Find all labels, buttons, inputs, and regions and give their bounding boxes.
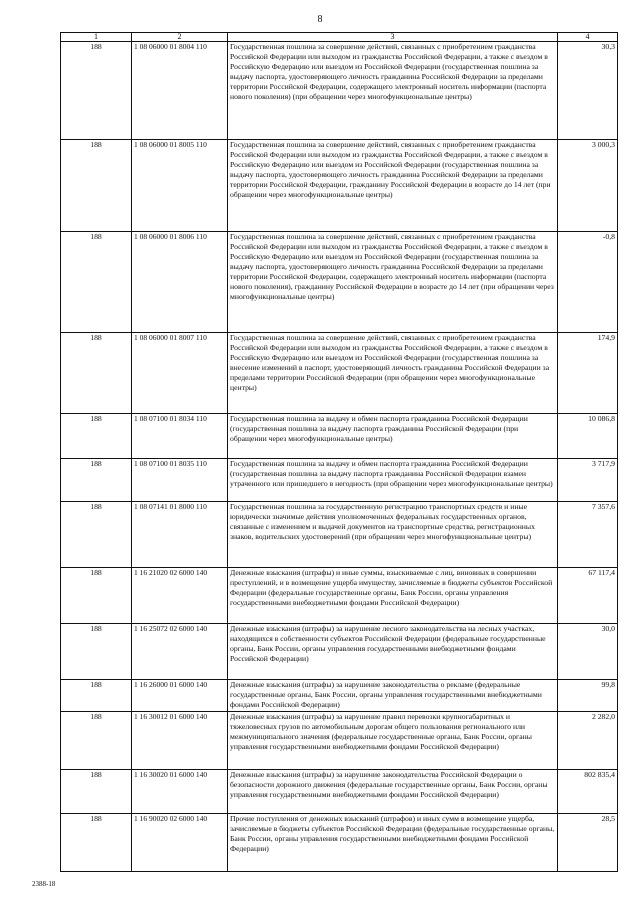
- table-row: [61, 770, 618, 814]
- admin-code: 188: [61, 680, 132, 712]
- budget-code: 1 16 30020 01 6000 140: [132, 770, 228, 814]
- table-row: [61, 502, 618, 568]
- income-name: Денежные взыскания (штрафы) и иные суммы, взыскиваемые с лиц, виновных в совершении преступлений, и в возмещение ущерба имуществу, зачисляемые в бюджеты субъектов Российской Федерации (федеральные государственные органы, Банк России, органы управления государственными внебюджетными фондами Российской Федерации): [228, 568, 558, 624]
- budget-code: 1 08 07141 01 8000 110: [132, 502, 228, 568]
- admin-code: 188: [61, 414, 132, 459]
- income-name: Государственная пошлина за совершение действий, связанных с приобретением гражданства Российской Федерации или выходом из гражданства Российской Федерации, а также с въездом в Российскую Федерацию или выездом из Российской Федерации (государственная пошлина за выдачу паспорта, удостоверяющего личность гражданина Российской Федерации за пределами территории Российской Федерации, содержащего электронный носитель информации (паспорта нового поколения), гражданину Российской Федерации в возрасте до 14 лет (при обращении через многофункциональные центры): [228, 232, 558, 333]
- income-name: Государственная пошлина за совершение действий, связанных с приобретением гражданства Российской Федерации или выходом из гражданства Российской Федерации, а также с въездом в Российскую Федерацию или выездом из Российской Федерации (государственная пошлина за выдачу паспорта, удостоверяющего личность гражданина Российской Федерации за пределами территории Российской Федерации, гражданину Российской Федерации в возрасте до 14 лет (при обращении через многофункциональные центры): [228, 140, 558, 232]
- admin-code: 188: [61, 712, 132, 770]
- amount: 10 086,8: [558, 414, 618, 459]
- amount: 67 117,4: [558, 568, 618, 624]
- header-col-3: 3: [228, 33, 558, 42]
- income-name: Денежные взыскания (штрафы) за нарушение законодательства о рекламе (федеральные государственные органы, Банк России, органы управления государственными внебюджетными фондами Российской Федерации): [228, 680, 558, 712]
- budget-code: 1 16 26000 01 6000 140: [132, 680, 228, 712]
- budget-code: 1 08 06000 01 8007 110: [132, 333, 228, 414]
- budget-code: 1 16 25072 02 6000 140: [132, 624, 228, 680]
- budget-code: 1 16 90020 02 6000 140: [132, 814, 228, 872]
- admin-code: 188: [61, 568, 132, 624]
- amount: 2 282,0: [558, 712, 618, 770]
- income-name: Денежные взыскания (штрафы) за нарушение правил перевозки крупногабаритных и тяжеловесных грузов по автомобильным дорогам общего пользования регионального или межмуниципального значения (федеральные государственные органы, Банк России, органы управления государственными внебюджетными фондами Российской Федерации): [228, 712, 558, 770]
- amount: 30,3: [558, 42, 618, 140]
- table-row: [61, 680, 618, 712]
- amount: -0,8: [558, 232, 618, 333]
- budget-code: 1 08 06000 01 8004 110: [132, 42, 228, 140]
- income-name: Государственная пошлина за выдачу и обмен паспорта гражданина Российской Федерации (государственная пошлина за выдачу паспорта гражданина Российской Федерации взамен утраченного или пришедшего в негодность (при обращении через многофункциональные центры): [228, 459, 558, 502]
- table-row: [61, 42, 618, 140]
- income-name: Денежные взыскания (штрафы) за нарушение законодательства Российской Федерации о безопасности дорожного движения (федеральные государственные органы, Банк России, органы управления государственными внебюджетными фондами Российской Федерации): [228, 770, 558, 814]
- admin-code: 188: [61, 624, 132, 680]
- income-name: Государственная пошлина за государственную регистрацию транспортных средств и иные юридически значимые действия уполномоченных федеральных государственных органов, связанные с изменением и выдачей документов на транспортные средства, регистрационных знаков, водительских удостоверений (при обращении через многофункциональные центры): [228, 502, 558, 568]
- admin-code: 188: [61, 770, 132, 814]
- table-row: [61, 232, 618, 333]
- admin-code: 188: [61, 333, 132, 414]
- table-row: [61, 814, 618, 872]
- page-number: 8: [317, 14, 323, 25]
- amount: 3 000,3: [558, 140, 618, 232]
- header-col-4: 4: [558, 33, 618, 42]
- budget-code: 1 08 06000 01 8006 110: [132, 232, 228, 333]
- budget-code: 1 16 30012 01 6000 140: [132, 712, 228, 770]
- budget-code: 1 08 07100 01 8034 110: [132, 414, 228, 459]
- income-name: Прочие поступления от денежных взысканий (штрафов) и иных сумм в возмещение ущерба, зачисляемые в бюджеты субъектов Российской Федерации (федеральные государственные органы, Банк России, органы управления государственными внебюджетными фондами Российской Федерации): [228, 814, 558, 872]
- amount: 99,8: [558, 680, 618, 712]
- table-row: [61, 568, 618, 624]
- admin-code: 188: [61, 140, 132, 232]
- budget-code: 1 16 21020 02 6000 140: [132, 568, 228, 624]
- admin-code: 188: [61, 459, 132, 502]
- amount: 28,5: [558, 814, 618, 872]
- header-col-2: 2: [132, 33, 228, 42]
- header-col-1: 1: [61, 33, 132, 42]
- table-row: [61, 140, 618, 232]
- admin-code: 188: [61, 814, 132, 872]
- header-row: [61, 33, 618, 42]
- table-row: [61, 414, 618, 459]
- amount: 7 357,6: [558, 502, 618, 568]
- income-name: Государственная пошлина за совершение действий, связанных с приобретением гражданства Российской Федерации или выходом из гражданства Российской Федерации, а также с въездом в Российскую Федерацию или выездом из Российской Федерации (государственная пошлина за внесение изменений в паспорт, удостоверяющий личность гражданина Российской Федерации за пределами территории Российской Федерации (при обращении через многофункциональные центры): [228, 333, 558, 414]
- admin-code: 188: [61, 232, 132, 333]
- table-row: [61, 459, 618, 502]
- footer-code: 2388-18: [32, 880, 56, 888]
- budget-code: 1 08 07100 01 8035 110: [132, 459, 228, 502]
- amount: 3 717,9: [558, 459, 618, 502]
- table-row: [61, 712, 618, 770]
- admin-code: 188: [61, 42, 132, 140]
- revenue-table: [60, 32, 618, 872]
- amount: 174,9: [558, 333, 618, 414]
- table-row: [61, 624, 618, 680]
- table-row: [61, 333, 618, 414]
- budget-code: 1 08 06000 01 8005 110: [132, 140, 228, 232]
- income-name: Государственная пошлина за совершение действий, связанных с приобретением гражданства Российской Федерации или выходом из гражданства Российской Федерации, а также с въездом в Российскую Федерацию или выездом из Российской Федерации (государственная пошлина за выдачу паспорта, удостоверяющего личность гражданина Российской Федерации за пределами территории Российской Федерации, содержащего электронный носитель информации (паспорта нового поколения) (при обращении через многофункциональные центры): [228, 42, 558, 140]
- amount: 802 835,4: [558, 770, 618, 814]
- amount: 30,0: [558, 624, 618, 680]
- admin-code: 188: [61, 502, 132, 568]
- income-name: Денежные взыскания (штрафы) за нарушение лесного законодательства на лесных участках, находящихся в собственности субъектов Российской Федерации (федеральные государственные органы, Банк России, органы управления государственными внебюджетными фондами Российской Федерации): [228, 624, 558, 680]
- income-name: Государственная пошлина за выдачу и обмен паспорта гражданина Российской Федерации (государственная пошлина за выдачу паспорта гражданина Российской Федерации (при обращении через многофункциональные центры): [228, 414, 558, 459]
